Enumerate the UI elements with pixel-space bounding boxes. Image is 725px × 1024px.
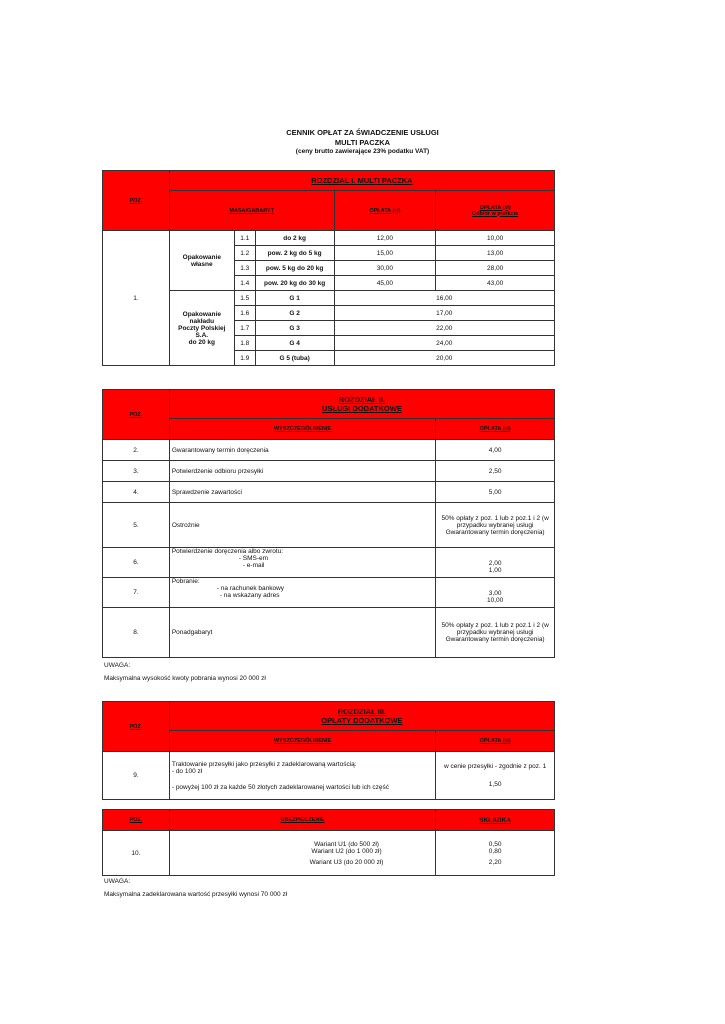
price-option: 10,00 [486,596,504,604]
section-1-table [102,170,555,366]
row-desc [169,578,435,608]
row-price [436,578,555,608]
row-pickup: 13,00 [436,246,555,261]
desc-option: - SMS-em [238,555,269,562]
section-3-title: ROZDZIAŁ III. OPŁATY DODATKOWE [169,702,554,731]
note-text: Maksymalna wysokość kwoty pobrania wynosi 20 000 zł [104,675,266,682]
variant-price: 0,80 [488,847,502,855]
row-desc: G 3 [255,321,334,336]
row-price: 17,00 [334,306,554,321]
table-row [103,482,555,503]
section-1-title: ROZDZIAŁ I. MULTI PACZKA [169,171,554,191]
row-price: 20,00 [334,351,554,366]
table-row [103,291,555,306]
row-price: 30,00 [334,261,436,276]
section-3-table [102,701,555,800]
row-desc: G 1 [255,291,334,306]
poz-header: POZ. [103,390,170,440]
table-row [103,608,555,658]
row-desc: G 4 [255,336,334,351]
row-num: 1.9 [234,351,255,366]
row-pickup: 28,00 [436,261,555,276]
row-num: 1.2 [234,246,255,261]
desc-line: - powyżej 100 zł za każde 50 złotych zadeklarowanej wartości lub ich część [171,783,389,791]
col-odbior-header: OPŁATA (zł) Odbiór w punkcie [436,191,555,231]
row-desc [169,548,435,578]
row-price: 22,00 [334,321,554,336]
section-2-title: ROZDZIAŁ II. USŁUGI DODATKOWE [169,390,554,419]
row-price: 4,00 [436,440,555,461]
col-price-header: SKŁADKA [436,810,555,831]
row-poz: 3. [103,461,170,482]
row-num: 1.5 [234,291,255,306]
row-price [436,752,555,800]
price-line: w cenie przesyłki - zgodnie z poz. 1 [443,763,547,770]
row-desc: Ponadgabaryt [169,608,435,658]
table-row [103,752,555,800]
table-row [103,461,555,482]
desc-option: - na rachunek bankowy [216,585,285,592]
row-price: 16,00 [334,291,554,306]
row-num: 1.6 [234,306,255,321]
col-price-header: OPŁATA (zł) [436,731,555,752]
row-price: 2,50 [436,461,555,482]
row-desc: pow. 20 kg do 30 kg [255,276,334,291]
section-2-table [102,389,555,658]
variant-label: Wariant U2 (do 1 000 zł) [311,847,382,855]
desc-line: Traktowanie przesyłki jako przesyłki z zadeklarowaną wartością: [171,760,357,768]
row-desc [169,831,435,876]
poz-header: POZ. [103,810,170,831]
price-option: 3,00 [488,589,502,597]
col-desc-header: WYSZCZEGÓLNIENIE [169,419,435,440]
row-price: 12,00 [334,231,436,246]
document-subtitle: MULTI PACZKA [334,138,391,147]
group-own-packaging: Opakowanie własne [169,231,234,291]
price-option: 2,00 [488,559,502,567]
row-price [436,548,555,578]
table-row [103,231,555,246]
variant-price: 2,20 [488,858,502,866]
row-pickup: 43,00 [436,276,555,291]
poz-header: POZ. [103,702,170,752]
table-row [103,440,555,461]
col-oplata-header: OPŁATA (zł) [334,191,436,231]
variant-price: 0,50 [488,840,502,848]
row-poz: 7. [103,578,170,608]
note-label: UWAGA: [104,662,131,669]
table-row [103,831,555,876]
row-pickup: 10,00 [436,231,555,246]
row-poz: 5. [103,503,170,548]
note-label: UWAGA: [104,878,131,885]
document-note: (ceny brutto zawierające 23% podatku VAT) [295,148,430,155]
row-poz: 2. [103,440,170,461]
col-desc-header: UBEZPIECZENIE [169,810,435,831]
row-price: 50% opłaty z poz. 1 lub z poz.1 i 2 (w przypadku wybranej usługi Gwarantowany termin doręczenia) [436,503,555,548]
row-desc: pow. 2 kg do 5 kg [255,246,334,261]
row-desc: G 2 [255,306,334,321]
row-poz: 6. [103,548,170,578]
group-pp-packaging: Opakowanie nakładu Poczty Polskiej S.A. do 20 kg [169,291,234,366]
row-price: 24,00 [334,336,554,351]
note-text: Maksymalna zadeklarowana wartość przesyłki wynosi 70 000 zł [104,891,288,898]
row-poz: 8. [103,608,170,658]
desc-option: - e-mail [242,562,265,569]
row-num: 1.4 [234,276,255,291]
row-desc [169,752,435,800]
desc-option: - na wskazany adres [219,592,280,599]
row-num: 1.1 [234,231,255,246]
table-row [103,548,555,578]
document-title: CENNIK OPŁAT ZA ŚWIADCZENIE USŁUGI [286,128,439,137]
row-desc: Potwierdzenie odbioru przesyłki [169,461,435,482]
row-price: 15,00 [334,246,436,261]
row-num: 1.8 [234,336,255,351]
row-price: 50% opłaty z poz. 1 lub z poz.1 i 2 (w przypadku wybranej usługi Gwarantowany termin doręczenia) [436,608,555,658]
row-price: 45,00 [334,276,436,291]
row-poz: 4. [103,482,170,503]
col-desc-header: WYSZCZEGÓLNIENIE [169,731,435,752]
poz-cell: 1. [103,231,170,366]
row-desc: Ostrożnie [169,503,435,548]
row-desc: do 2 kg [255,231,334,246]
section-4-table [102,809,555,876]
col-price-header: OPŁATA (zł) [436,419,555,440]
row-price: 5,00 [436,482,555,503]
row-num: 1.7 [234,321,255,336]
price-option: 1,00 [488,566,502,574]
row-desc: G 5 (tuba) [255,351,334,366]
row-price [436,831,555,876]
row-desc: Gwarantowany termin doręczenia [169,440,435,461]
price-line: 1,50 [488,781,502,788]
desc-head: Pobranie: [171,578,200,585]
desc-line: - do 100 zł [171,767,203,775]
variant-label: Wariant U1 (do 500 zł) [314,840,379,848]
variant-label: Wariant U3 (do 20 000 zł) [309,858,384,866]
row-poz: 10. [103,831,170,876]
poz-header: POZ. [103,171,170,231]
table-row [103,503,555,548]
row-poz: 9. [103,752,170,800]
row-desc: pow. 5 kg do 20 kg [255,261,334,276]
table-row [103,578,555,608]
row-num: 1.3 [234,261,255,276]
desc-head: Potwierdzenie doręczenia albo zwrotu: [171,548,284,555]
row-desc: Sprawdzenie zawartości [169,482,435,503]
col-masa-header: MASA/GABARYT [169,191,334,231]
